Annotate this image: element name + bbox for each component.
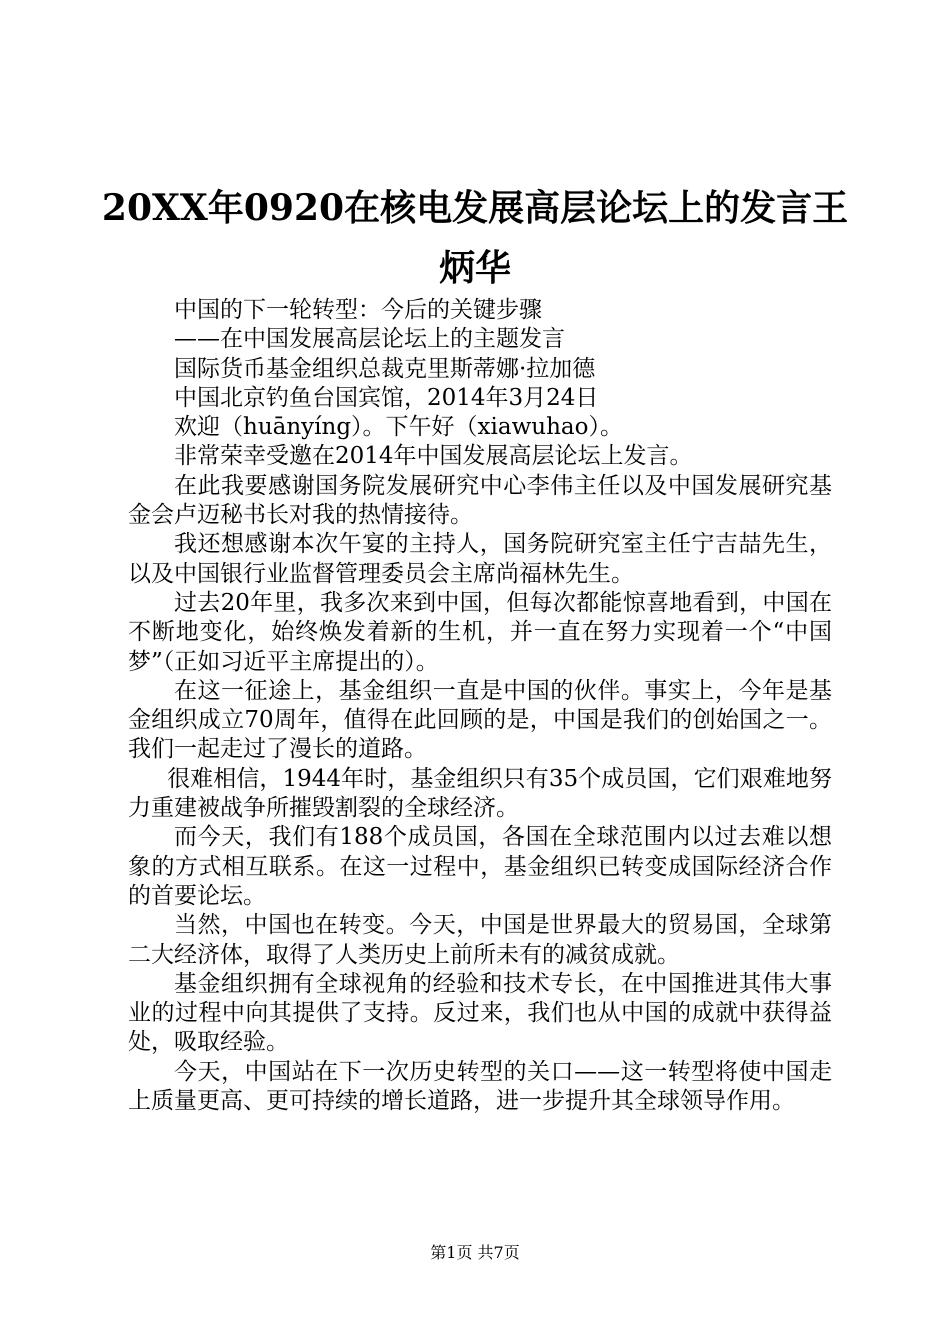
- page-footer: 第1页 共7页: [430, 1243, 520, 1262]
- document-body: [128, 296, 832, 1116]
- title-line-2: 炳华: [438, 247, 511, 289]
- venue-date-line: 中国北京钓鱼台国宾馆，2014年3月24日: [174, 384, 599, 411]
- greeting-paragraph: 欢迎（huānyíng）。下午好（xiawuhao）。: [174, 414, 623, 441]
- subtitle-line: ——在中国发展高层论坛上的主题发言: [174, 326, 565, 353]
- body-paragraph: 很难相信，1944年时，基金组织只有35个成员国，它们艰难地努力重建被战争所摧毁割裂的全球经济。: [128, 765, 832, 822]
- body-paragraph: 在此我要感谢国务院发展研究中心李伟主任以及中国发展研究基金会卢迈秘书长对我的热情接待。: [128, 472, 832, 529]
- body-paragraph: 基金组织拥有全球视角的经验和技术专长，在中国推进其伟大事业的过程中向其提供了支持。反过来，我们也从中国的成就中获得益处，吸取经验。: [128, 970, 832, 1056]
- body-paragraph: 过去20年里，我多次来到中国，但每次都能惊喜地看到，中国在不断地变化，始终焕发着新的生机，并一直在努力实现着一个“中国梦”（正如习近平主席提出的）。: [128, 589, 832, 675]
- subtitle-heading: 中国的下一轮转型：今后的关键步骤: [174, 297, 542, 323]
- body-paragraph: 我还想感谢本次午宴的主持人，国务院研究室主任宁吉喆先生，以及中国银行业监督管理委员会主席尚福林先生。: [128, 531, 832, 587]
- body-paragraph: 当然，中国也在转变。今天，中国是世界最大的贸易国，全球第二大经济体，取得了人类历史上前所未有的减贫成就。: [128, 912, 832, 968]
- title-line-1: 20XX年0920在核电发展高层论坛上的发言王: [101, 187, 849, 229]
- speaker-line: 国际货币基金组织总裁克里斯蒂娜·拉加德: [174, 355, 596, 382]
- body-paragraph: 非常荣幸受邀在2014年中国发展高层论坛上发言。: [174, 443, 693, 470]
- body-paragraph: 而今天，我们有188个成员国，各国在全球范围内以过去难以想象的方式相互联系。在这一过程中，基金组织已转变成国际经济合作的首要论坛。: [128, 824, 832, 909]
- body-paragraph: 在这一征途上，基金组织一直是中国的伙伴。事实上，今年是基金组织成立70周年，值得在此回顾的是，中国是我们的创始国之一。我们一起走过了漫长的道路。: [128, 677, 832, 763]
- document-title: [100, 178, 850, 298]
- body-paragraph: 今天，中国站在下一次历史转型的关口——这一转型将使中国走上质量更高、更可持续的增长道路，进一步提升其全球领导作用。: [128, 1058, 832, 1115]
